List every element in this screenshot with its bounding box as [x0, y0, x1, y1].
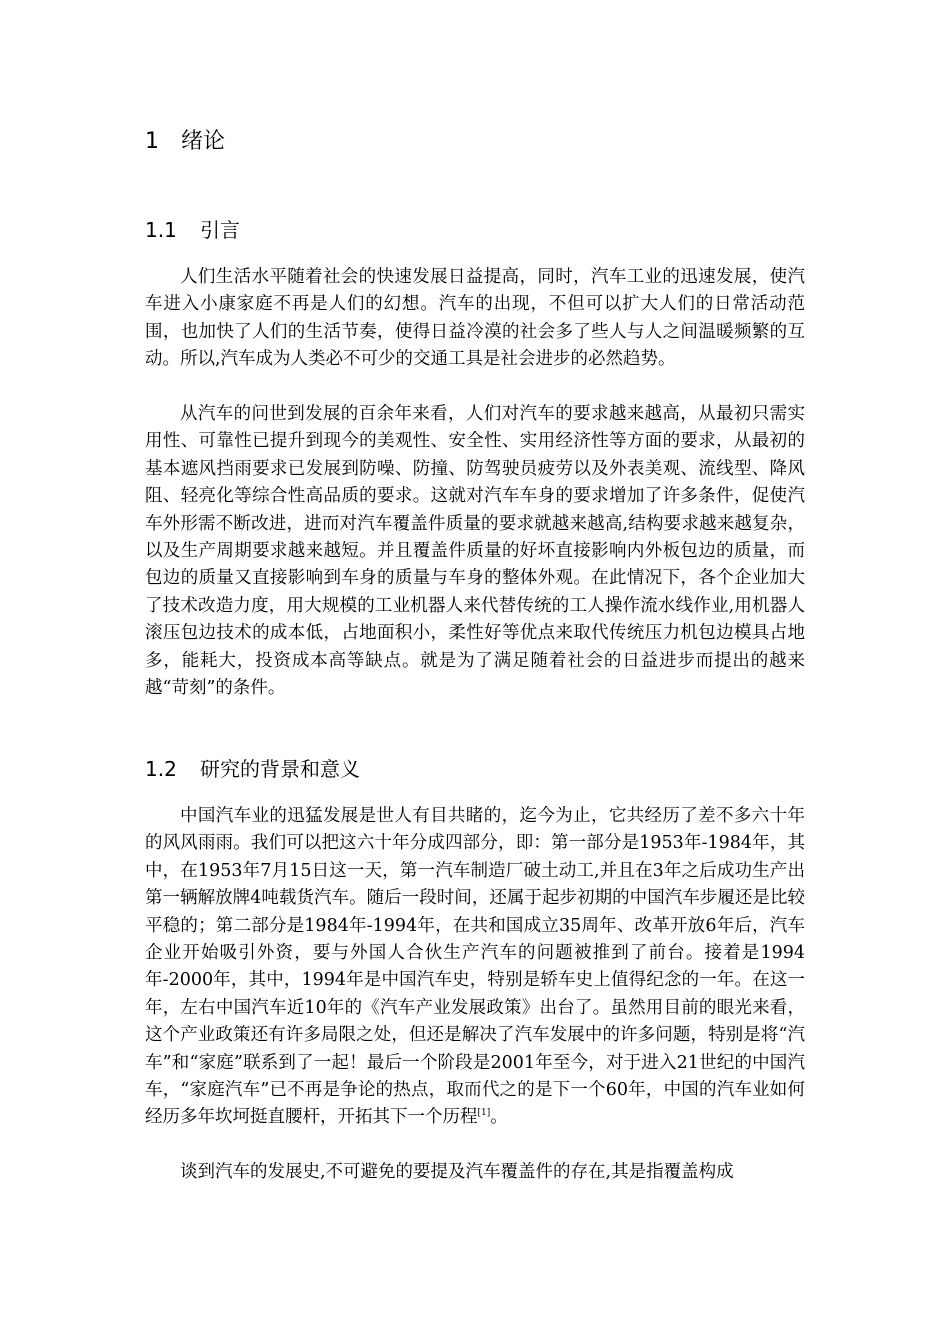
chapter-title: 绪论: [181, 129, 226, 154]
section-number: 1.1: [145, 218, 177, 242]
section-title: 研究的背景和意义: [200, 757, 360, 781]
section-title: 引言: [200, 218, 240, 242]
paragraph-intro-2: 从汽车的问世到发展的百余年来看，人们对汽车的要求越来越高，从最初只需实用性、可靠性已提升到现今的美观性、安全性、实用经济性等方面的要求，从最初的基本遮风挡雨要求已发展到防噪、防撞、防驾驶员疲劳以及外表美观、流线型、降风阻、轻亮化等综合性高品质的要求。这就对汽车车身的要求增加了许多条件，促使汽车外形需不断改进，进而对汽车覆盖件质量的要求就越来越高,结构要求越来越复杂，以及生产周期要求越来越短。并且覆盖件质量的好坏直接影响内外板包边的质量，而包边的质量又直接影响到车身的质量与车身的整体外观。在此情况下，各个企业加大了技术改造力度，用大规模的工业机器人来代替传统的工人操作流水线作业,用机器人滚压包边技术的成本低，占地面积小，柔性好等优点来取代传统压力机包边模具占地多，能耗大，投资成本高等缺点。就是为了满足随着社会的日益进步而提出的越来越“苛刻”的条件。: [145, 404, 805, 699]
section-number: 1.2: [145, 757, 177, 781]
paragraph-background-1: [145, 803, 805, 1132]
paragraph-intro-1: 人们生活水平随着社会的快速发展日益提高，同时，汽车工业的迅速发展，使汽车进入小康家庭不再是人们的幻想。汽车的出现，不但可以扩大人们的日常活动范围，也加快了人们的生活节奏，使得日益冷漠的社会多了些人与人之间温暖频繁的互动。所以,汽车成为人类必不可少的交通工具是社会进步的必然趋势。: [145, 267, 805, 370]
paragraph-background-2: 谈到汽车的发展史,不可避免的要提及汽车覆盖件的存在,其是指覆盖构成: [180, 1162, 734, 1182]
citation-marker: [1]: [477, 1108, 491, 1119]
chapter-heading: [145, 126, 225, 158]
section-heading-1-2: [145, 754, 360, 784]
section-heading-1-1: [145, 215, 240, 245]
paragraph-text-end: 。: [490, 1107, 508, 1128]
paragraph-text: 中国汽车业的迅猛发展是世人有目共睹的，迄今为止，它共经历了差不多六十年的风风雨雨。我们可以把这六十年分成四部分，即：第一部分是1953年-1984年，其中，在1953年7月15日这一天，第一汽车制造厂破土动工,并且在3年之后成功生产出第一辆解放牌4吨载货汽车。随后一段时间，还属于起步初期的中国汽车步履还是比较平稳的；第二部分是1984年-1994年，在共和国成立35周年、改革开放6年后，汽车企业开始吸引外资，要与外国人合伙生产汽车的问题被推到了前台。接着是1994年-2000年，其中，1994年是中国汽车史，特别是轿车史上值得纪念的一年。在这一年，左右中国汽车近10年的《汽车产业发展政策》出台了。虽然用目前的眼光来看，这个产业政策还有许多局限之处，但还是解决了汽车发展中的许多问题，特别是将“汽车”和“家庭”联系到了一起！最后一个阶段是2001年至今，对于进入21世纪的中国汽车，“家庭汽车”已不再是争论的热点，取而代之的是下一个60年，中国的汽车业如何经历多年坎坷挺直腰杆，开拓其下一个历程: [145, 806, 805, 1128]
chapter-number: 1: [145, 129, 159, 154]
